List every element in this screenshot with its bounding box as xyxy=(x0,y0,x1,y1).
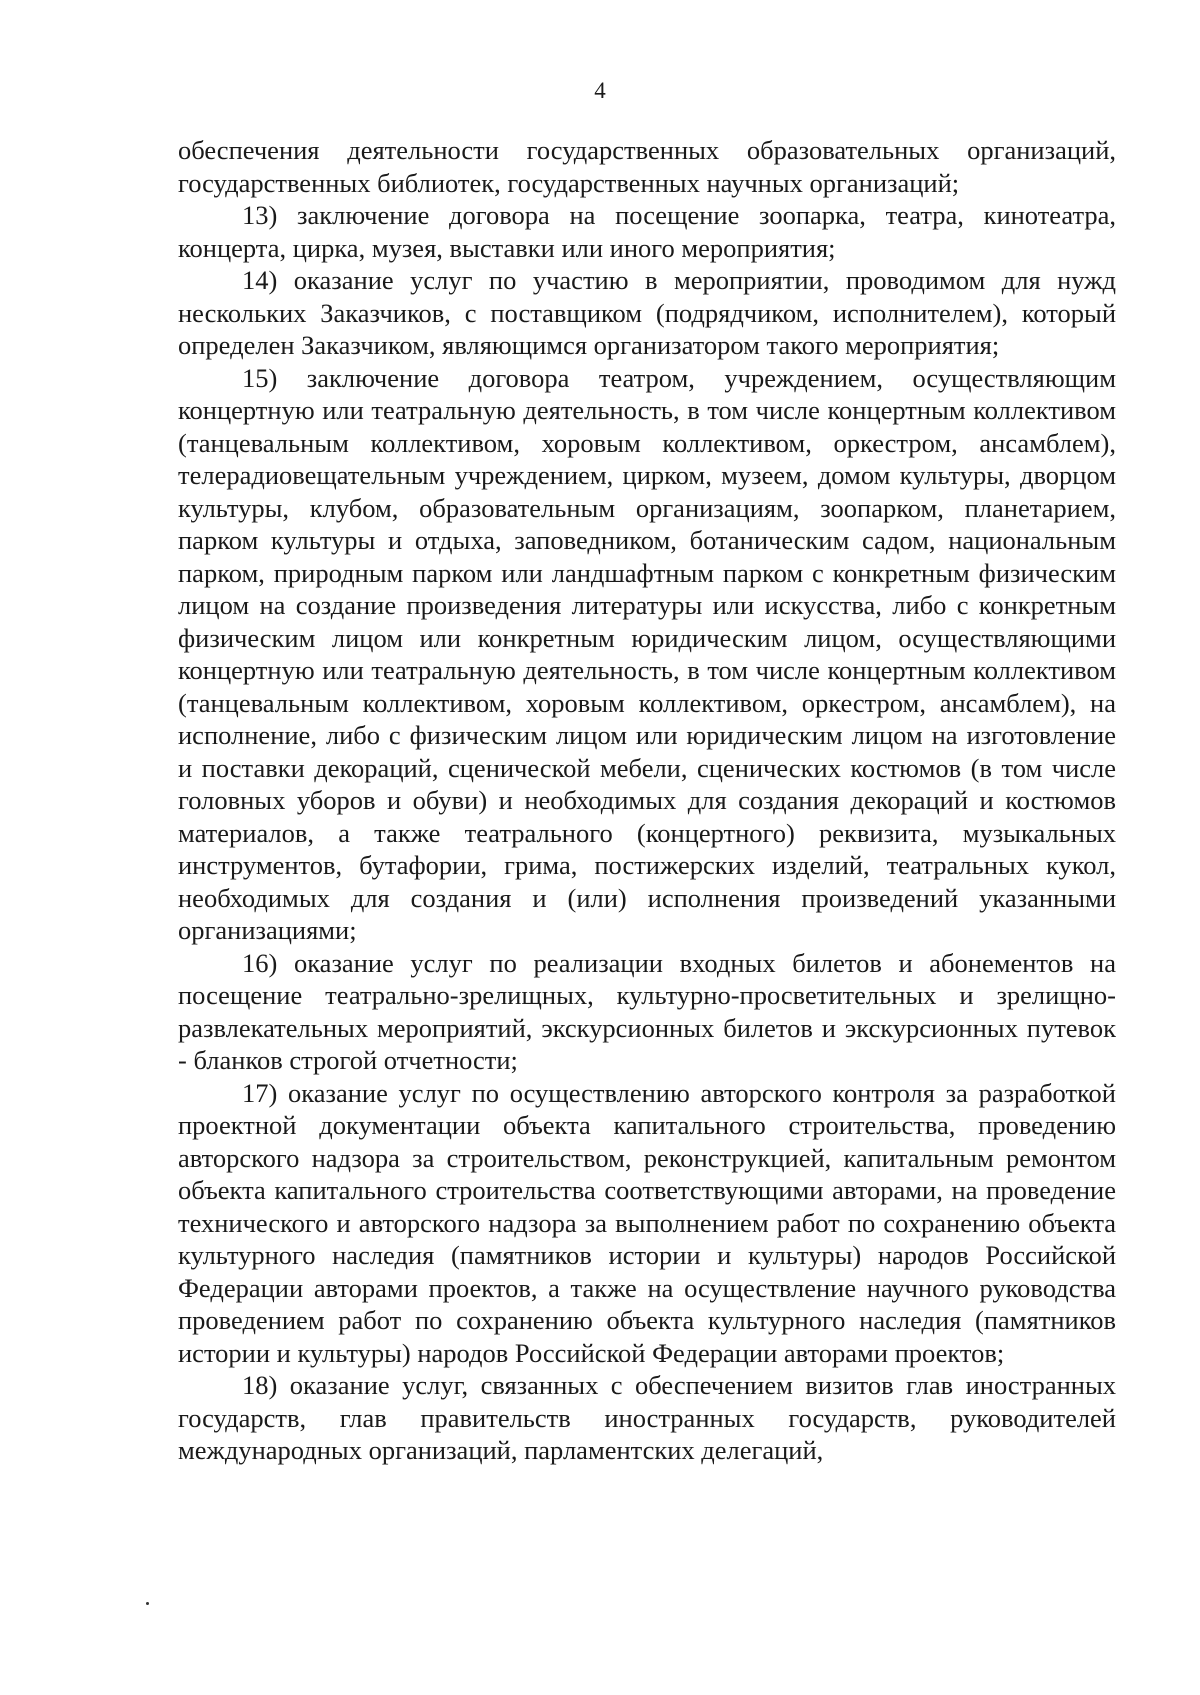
list-item-18: 18) оказание услуг, связанных с обеспечением визитов глав иностранных государств, глав правительств иностранных государств, руководителей международных организаций, парламентских делегаций, xyxy=(178,1370,1116,1465)
list-item-15: 15) заключение договора театром, учреждением, осуществляющим концертную или театральную деятельность, в том числе концертным коллективом (танцевальным коллективом, хоровым коллективом, оркестром, ансамблем), телерадиовещательным учреждением, цирком, музеем, домом культуры, дворцом культуры, клубом, образовательным организациям, зоопарком, планетарием, парком культуры и отдыха, заповедником, ботаническим садом, национальным парком, природным парком или ландшафтным парком с конкретным физическим лицом на создание произведения литературы или искусства, либо с конкретным физическим лицом или конкретным юридическим лицом, осуществляющими концертную или театральную деятельность, в том числе концертным коллективом (танцевальным коллективом, хоровым коллективом, оркестром, ансамблем), на исполнение, либо с физическим лицом или юридическим лицом на изготовление и поставки декораций, сценической мебели, сценических костюмов (в том числе головных уборов и обуви) и необходимых для создания декораций и костюмов материалов, а также театрального (концертного) реквизита, музыкальных инструментов, бутафории, грима, постижерских изделий, театральных кукол, необходимых для создания и (или) исполнения произведений указанными организациями; xyxy=(178,362,1116,945)
scan-speck xyxy=(146,1602,149,1605)
list-item-14: 14) оказание услуг по участию в мероприятии, проводимом для нужд нескольких Заказчиков, с поставщиком (подрядчиком, исполнителем), который определен Заказчиком, являющимся организатором такого мероприятия; xyxy=(178,265,1116,360)
list-item-16: 16) оказание услуг по реализации входных билетов и абонементов на посещение театрально-зрелищных, культурно-просветительных и зрелищно-развлекательных мероприятий, экскурсионных билетов и экскурсионных путевок - бланков строгой отчетности; xyxy=(178,947,1116,1075)
page-number: 4 xyxy=(594,78,606,103)
list-item-17: 17) оказание услуг по осуществлению авторского контроля за разработкой проектной документации объекта капитального строительства, проведению авторского надзора за строительством, реконструкцией, капитальным ремонтом объекта капитального строительства соответствующими авторами, на проведение технического и авторского надзора за выполнением работ по сохранению объекта культурного наследия (памятников истории и культуры) народов Российской Федерации авторами проектов, а также на осуществление научного руководства проведением работ по сохранению объекта культурного наследия (памятников истории и культуры) народов Российской Федерации авторами проектов; xyxy=(178,1077,1116,1368)
document-body xyxy=(178,134,1116,1467)
paragraph-continuation: обеспечения деятельности государственных образовательных организаций, государственных библиотек, государственных научных организаций; xyxy=(178,135,1116,198)
list-item-13: 13) заключение договора на посещение зоопарка, театра, кинотеатра, концерта, цирка, музея, выставки или иного мероприятия; xyxy=(178,200,1116,263)
